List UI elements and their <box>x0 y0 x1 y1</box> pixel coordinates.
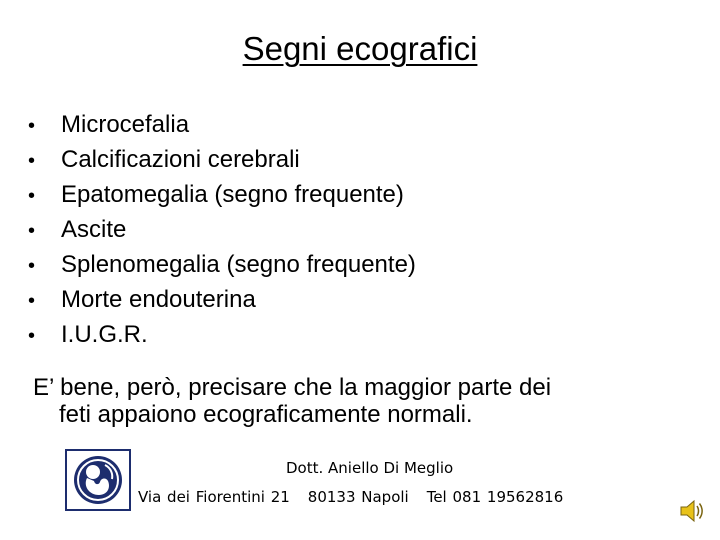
signature-city: 80133 Napoli <box>307 488 409 506</box>
bullet-text: Calcificazioni cerebrali <box>61 146 300 173</box>
speaker-icon[interactable] <box>678 497 704 525</box>
signature-street: Via dei Fiorentini 21 <box>138 488 290 506</box>
list-item <box>28 178 416 213</box>
list-item <box>28 248 416 283</box>
bullet-text: Epatomegalia (segno frequente) <box>61 181 404 208</box>
bullet-marker: • <box>28 290 36 312</box>
signature-address <box>138 488 563 506</box>
signature-name: Dott. Aniello Di Meglio <box>286 459 454 477</box>
bullet-marker: • <box>28 150 36 172</box>
fetus-logo-icon <box>67 451 129 509</box>
bullet-marker: • <box>28 325 36 347</box>
summary-note <box>33 374 693 428</box>
bullet-text: I.U.G.R. <box>61 321 148 348</box>
bullet-marker: • <box>28 220 36 242</box>
bullet-marker: • <box>28 255 36 277</box>
fetus-logo <box>65 449 131 511</box>
bullet-text: Microcefalia <box>61 111 190 138</box>
signature-phone: Tel 081 19562816 <box>426 488 564 506</box>
list-item <box>28 143 416 178</box>
slide-title: Segni ecografici <box>242 30 478 67</box>
list-item <box>28 108 416 143</box>
bullet-marker: • <box>28 115 36 137</box>
summary-note-line-2: feti appaiono ecograficamente normali. <box>59 401 473 428</box>
bullet-text: Ascite <box>61 216 127 243</box>
bullet-marker: • <box>28 185 36 207</box>
bullet-text: Morte endouterina <box>61 286 256 313</box>
list-item <box>28 283 416 318</box>
bullet-text: Splenomegalia (segno frequente) <box>61 251 416 278</box>
summary-note-line-1: E’ bene, però, precisare che la maggior parte dei <box>33 374 552 401</box>
bullet-list <box>28 108 416 353</box>
list-item <box>28 213 416 248</box>
list-item <box>28 318 416 353</box>
